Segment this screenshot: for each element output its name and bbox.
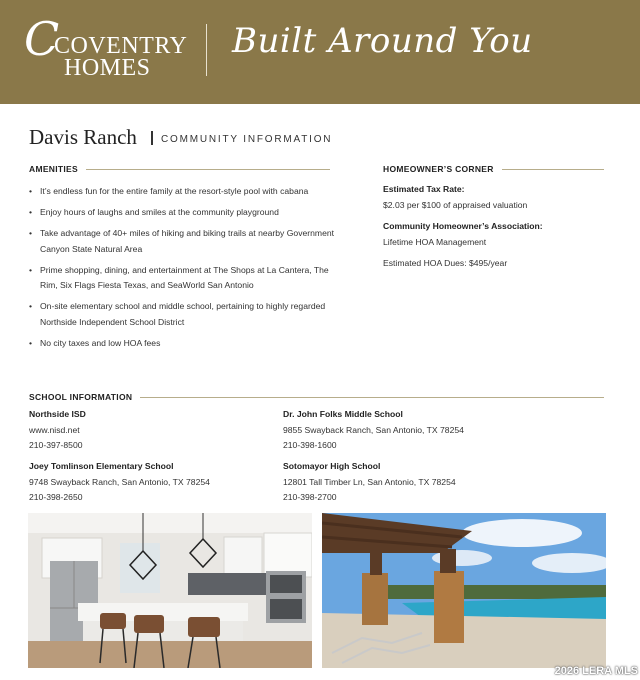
list-item: • Prime shopping, dining, and entertainment at The Shops at La Cantera, The Rim, Six Flags Fiesta Texas, and SeaWorld San Antonio — [29, 263, 339, 294]
school-name: Joey Tomlinson Elementary School — [29, 461, 174, 471]
pool-photo — [322, 513, 606, 668]
school-rule — [140, 397, 604, 398]
school-heading-text: SCHOOL INFORMATION — [29, 392, 133, 402]
list-item: • On-site elementary school and middle school, pertaining to highly regarded Northside Independent School District — [29, 299, 339, 330]
amenities-heading-text: AMENITIES — [29, 164, 78, 174]
logo-line-1: COVENTRY — [54, 33, 188, 59]
homeowner-heading — [383, 165, 604, 174]
school-phone: 210-398-1600 — [283, 440, 337, 451]
school-name: Sotomayor High School — [283, 461, 381, 471]
tax-rate-value: $2.03 per $100 of appraised valuation — [383, 200, 528, 210]
school-name: Dr. John Folks Middle School — [283, 409, 403, 419]
tagline: Built Around You — [232, 21, 533, 61]
school-phone: 210-397-8500 — [29, 440, 83, 451]
logo-line-2: HOMES — [64, 55, 151, 81]
logo-monogram-icon: C — [24, 12, 60, 66]
school-name: Northside ISD — [29, 409, 86, 419]
title-separator — [151, 131, 153, 145]
community-subtitle: COMMUNITY INFORMATION — [161, 134, 333, 145]
school-address: 9748 Swayback Ranch, San Antonio, TX 78254 — [29, 476, 210, 487]
tax-rate-label: Estimated Tax Rate: — [383, 184, 465, 194]
hoa-dues: Estimated HOA Dues: $495/year — [383, 258, 508, 268]
school-heading — [29, 393, 604, 402]
homeowner-heading-text: HOMEOWNER’S CORNER — [383, 164, 494, 174]
hoa-value: Lifetime HOA Management — [383, 237, 487, 247]
community-title: Davis Ranch — [29, 125, 137, 149]
list-item: • It’s endless fun for the entire family at the resort-style pool with cabana — [29, 184, 339, 200]
kitchen-photo — [28, 513, 312, 668]
amenities-list — [29, 184, 339, 357]
school-phone: 210-398-2700 — [283, 492, 337, 503]
school-website[interactable]: www.nisd.net — [29, 424, 80, 435]
school-middle — [283, 410, 464, 457]
mls-watermark: 2026 LERA MLS — [554, 665, 638, 677]
school-elementary — [29, 462, 210, 509]
header-divider — [206, 24, 207, 76]
list-item: • No city taxes and low HOA fees — [29, 336, 339, 352]
amenities-rule — [86, 169, 330, 170]
hoa-label: Community Homeowner’s Association: — [383, 221, 543, 231]
brand-header — [0, 0, 640, 104]
school-address: 12801 Tall Timber Ln, San Antonio, TX 78254 — [283, 476, 456, 487]
list-item: • Enjoy hours of laughs and smiles at the community playground — [29, 205, 339, 221]
school-address: 9855 Swayback Ranch, San Antonio, TX 78254 — [283, 424, 464, 435]
coventry-homes-logo — [24, 12, 188, 81]
school-isd — [29, 410, 86, 457]
list-item: • Take advantage of 40+ miles of hiking and biking trails at nearby Government Canyon State Natural Area — [29, 226, 339, 257]
school-phone: 210-398-2650 — [29, 492, 83, 503]
school-high — [283, 462, 456, 509]
amenities-heading — [29, 165, 330, 174]
homeowner-rule — [502, 169, 604, 170]
